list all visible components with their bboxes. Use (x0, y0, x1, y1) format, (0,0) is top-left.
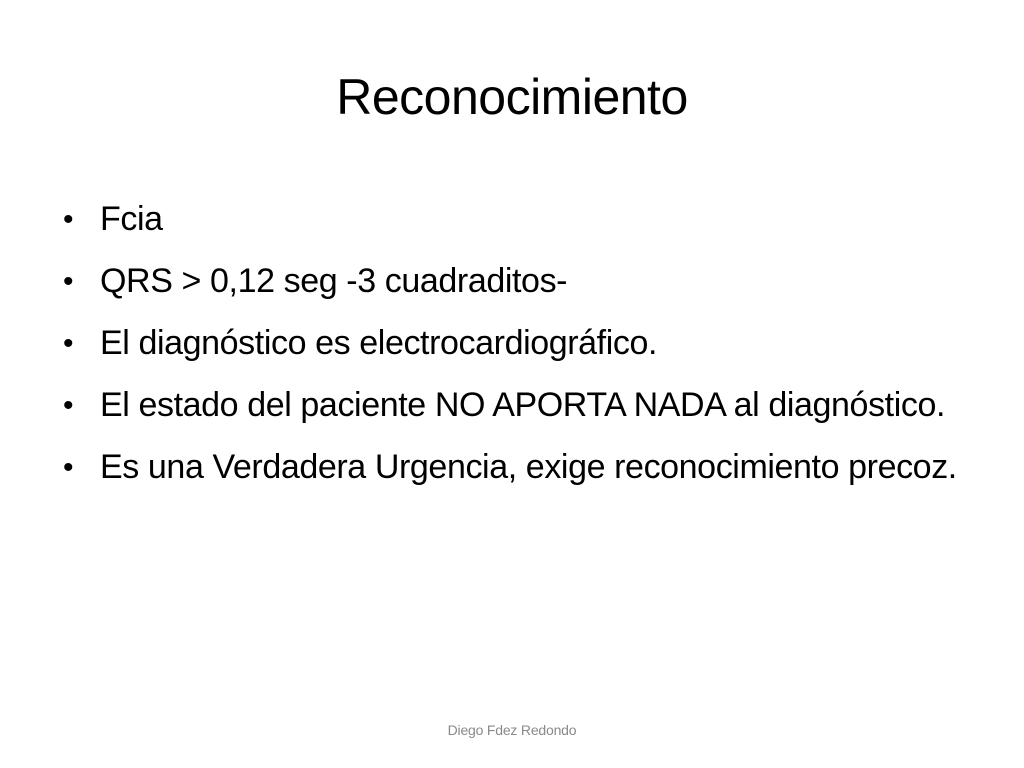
bullet-text: Es una Verdadera Urgencia, exige reconocimiento precoz. (100, 448, 957, 486)
slide-footer: Diego Fdez Redondo (447, 722, 577, 738)
bullet-dot-icon: • (63, 203, 74, 236)
bullet-dot-icon: • (63, 451, 74, 484)
bullet-text: El estado del paciente NO APORTA NADA al diagnóstico. (100, 386, 946, 424)
bullet-dot-icon: • (63, 265, 74, 298)
bullet-list (60, 192, 960, 502)
bullet-item (60, 254, 960, 309)
bullet-text: El diagnóstico es electrocardiográfico. (100, 324, 658, 362)
slide-title: Reconocimiento (336, 69, 688, 125)
bullet-item (60, 440, 960, 495)
bullet-item (60, 378, 960, 433)
bullet-dot-icon: • (63, 389, 74, 422)
bullet-item (60, 192, 960, 247)
bullet-item (60, 316, 960, 371)
bullet-text: QRS > 0,12 seg -3 cuadraditos- (100, 262, 568, 300)
bullet-dot-icon: • (63, 327, 74, 360)
bullet-text: Fcia (100, 200, 163, 238)
